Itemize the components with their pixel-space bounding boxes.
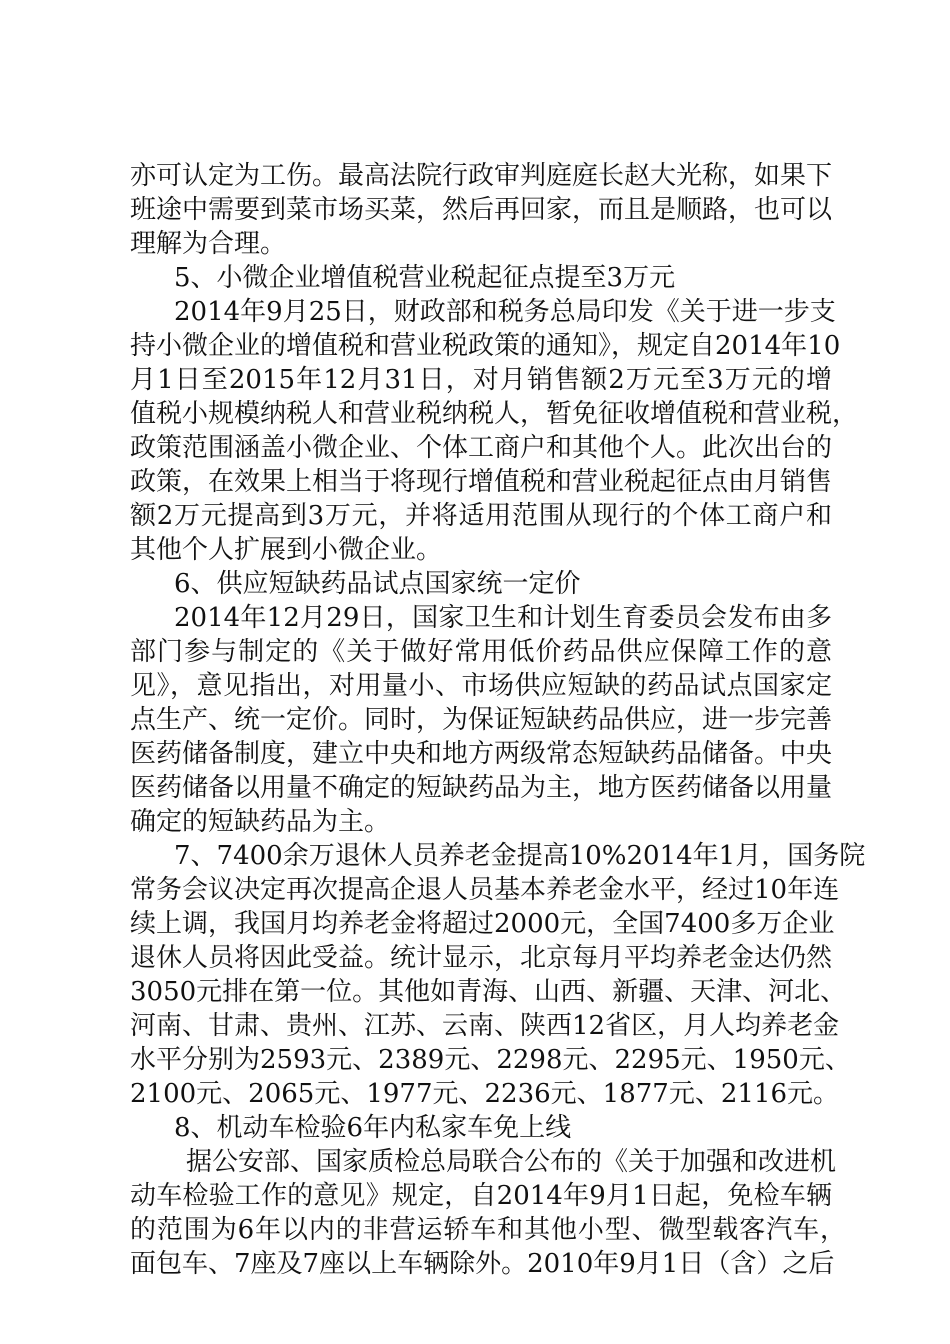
text-line: 医药储备制度，建立中央和地方两级常态短缺药品储备。中央 [130, 739, 833, 769]
text-line: 的范围为6年以内的非营运轿车和其他小型、微型载客汽车， [130, 1215, 846, 1245]
text-line: 见》，意见指出，对用量小、市场供应短缺的药品试点国家定 [130, 671, 832, 701]
text-line: 2100元、2065元、1977元、2236元、1877元、2116元。 [130, 1079, 840, 1109]
text-line: 持小微企业的增值税和营业税政策的通知》，规定自2014年10 [130, 331, 841, 361]
text-line: 8、机动车检验6年内私家车免上线 [174, 1113, 572, 1143]
text-line: 确定的短缺药品为主。 [130, 807, 391, 837]
text-line: 常务会议决定再次提高企退人员基本养老金水平，经过10年连 [130, 875, 840, 905]
text-line: 2014年9月25日，财政部和税务总局印发《关于进一步支 [174, 297, 836, 327]
text-line: 亦可认定为工伤。最高法院行政审判庭庭长赵大光称，如果下 [130, 161, 833, 191]
text-line: 3050元排在第一位。其他如青海、山西、新疆、天津、河北、 [130, 977, 847, 1007]
text-line: 水平分别为2593元、2389元、2298元、2295元、1950元、 [130, 1045, 851, 1075]
text-line: 续上调，我国月均养老金将超过2000元，全国7400多万企业 [130, 909, 835, 939]
text-line: 月1日至2015年12月31日，对月销售额2万元至3万元的增 [130, 365, 832, 395]
text-line: 退休人员将因此受益。统计显示，北京每月平均养老金达仍然 [130, 943, 833, 973]
text-line: 政策，在效果上相当于将现行增值税和营业税起征点由月销售 [130, 467, 833, 497]
text-line: 医药储备以用量不确定的短缺药品为主，地方医药储备以用量 [130, 773, 833, 803]
text-line: 政策范围涵盖小微企业、个体工商户和其他个人。此次出台的 [130, 433, 833, 463]
text-line: 班途中需要到菜市场买菜，然后再回家，而且是顺路，也可以 [130, 195, 833, 225]
text-line: 河南、甘肃、贵州、江苏、云南、陕西12省区，月人均养老金 [130, 1011, 840, 1041]
text-line: 2014年12月29日，国家卫生和计划生育委员会发布由多 [174, 603, 832, 633]
text-line: 点生产、统一定价。同时，为保证短缺药品供应，进一步完善 [130, 705, 833, 735]
text-line: 面包车、7座及7座以上车辆除外。2010年9月1日（含）之后 [130, 1249, 835, 1279]
text-line: 额2万元提高到3万元，并将适用范围从现行的个体工商户和 [130, 501, 832, 531]
text-line: 6、供应短缺药品试点国家统一定价 [174, 569, 581, 599]
text-line: 5、小微企业增值税营业税起征点提至3万元 [174, 263, 676, 293]
text-line: 值税小规模纳税人和营业税纳税人，暂免征收增值税和营业税， [130, 399, 859, 429]
text-line: 理解为合理。 [130, 229, 287, 259]
text-line: 部门参与制定的《关于做好常用低价药品供应保障工作的意 [130, 637, 832, 667]
text-line: 动车检验工作的意见》规定，自2014年9月1日起，免检车辆 [130, 1181, 832, 1211]
text-line: 据公安部、国家质检总局联合公布的《关于加强和改进机 [186, 1147, 837, 1177]
text-line: 其他个人扩展到小微企业。 [130, 535, 443, 565]
text-line: 7、7400余万退休人员养老金提高10%2014年1月，国务院 [174, 841, 866, 871]
